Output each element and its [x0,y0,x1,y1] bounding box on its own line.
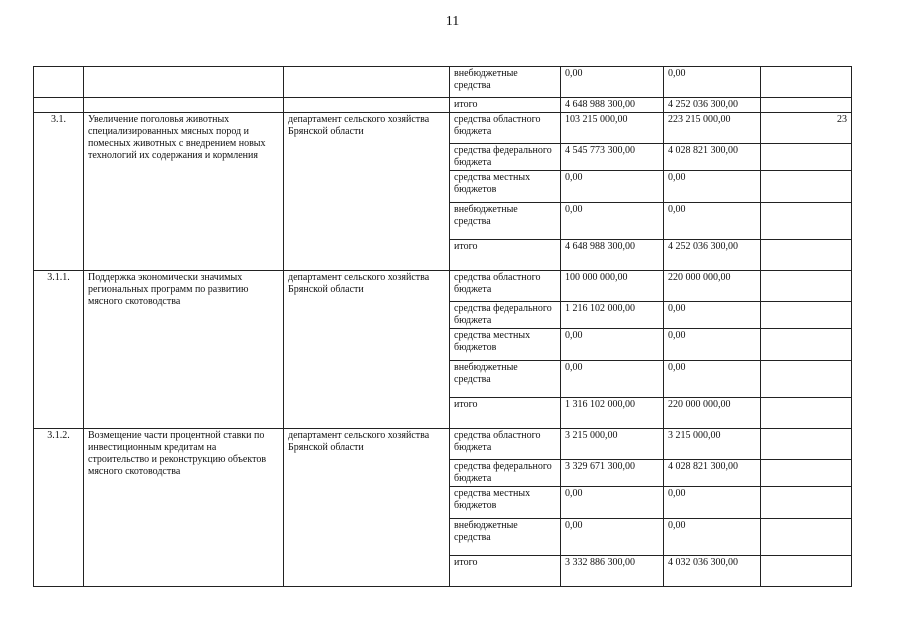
amount-1: 0,00 [561,171,664,203]
amount-2: 4 028 821 300,00 [664,144,761,171]
amount-1: 0,00 [561,329,664,361]
target-cell [761,98,852,113]
num-cell [34,98,84,113]
target-cell [761,67,852,98]
amount-1: 0,00 [561,203,664,240]
table-row [34,113,852,144]
target-value [761,487,852,519]
target-value [761,329,852,361]
amount-2: 4 032 036 300,00 [664,556,761,587]
target-value [761,398,852,429]
num-cell [34,67,84,98]
amount-2: 223 215 000,00 [664,113,761,144]
name-cell [84,98,284,113]
amount-1: 4 648 988 300,00 [561,240,664,271]
amount-1: 0,00 [561,67,664,98]
funding-source: внебюджетные средства [450,203,561,240]
target-value [761,144,852,171]
amount-1: 3 332 886 300,00 [561,556,664,587]
funding-source: итого [450,98,561,113]
target-value [761,460,852,487]
funding-source: средства федерального бюджета [450,302,561,329]
amount-1: 3 215 000,00 [561,429,664,460]
item-number: 3.1. [34,113,84,271]
amount-2: 3 215 000,00 [664,429,761,460]
table-row [34,67,852,98]
page-number: 11 [445,14,460,29]
funding-source: средства местных бюджетов [450,171,561,203]
item-number: 3.1.2. [34,429,84,587]
funding-source: внебюджетные средства [450,361,561,398]
amount-2: 0,00 [664,487,761,519]
funding-source: средства федерального бюджета [450,144,561,171]
funding-source: внебюджетные средства [450,67,561,98]
target-value [761,240,852,271]
executor: департамент сельского хозяйства Брянской области [284,429,450,587]
target-value [761,429,852,460]
table-row [34,429,852,460]
amount-1: 1 316 102 000,00 [561,398,664,429]
target-value: 23 [761,113,852,144]
funding-source: средства областного бюджета [450,429,561,460]
funding-source: средства областного бюджета [450,271,561,302]
funding-source: внебюджетные средства [450,519,561,556]
amount-2: 0,00 [664,361,761,398]
item-number: 3.1.1. [34,271,84,429]
executor-cell [284,67,450,98]
target-value [761,271,852,302]
table-row [34,98,852,113]
target-value [761,361,852,398]
amount-1: 4 648 988 300,00 [561,98,664,113]
funding-source: итого [450,240,561,271]
target-value [761,302,852,329]
funding-source: итого [450,556,561,587]
amount-2: 220 000 000,00 [664,398,761,429]
amount-2: 4 252 036 300,00 [664,240,761,271]
target-value [761,203,852,240]
amount-1: 3 329 671 300,00 [561,460,664,487]
amount-2: 220 000 000,00 [664,271,761,302]
amount-1: 103 215 000,00 [561,113,664,144]
amount-1: 0,00 [561,361,664,398]
funding-source: средства областного бюджета [450,113,561,144]
target-value [761,171,852,203]
funding-source: средства местных бюджетов [450,487,561,519]
funding-source: средства местных бюджетов [450,329,561,361]
amount-2: 0,00 [664,519,761,556]
amount-2: 0,00 [664,329,761,361]
program-table [33,66,852,587]
amount-2: 0,00 [664,171,761,203]
item-name: Возмещение части процентной ставки по инвестиционным кредитам на строительство и реконструкцию объектов мясного скотоводства [84,429,284,587]
amount-2: 4 252 036 300,00 [664,98,761,113]
executor-cell [284,98,450,113]
amount-2: 0,00 [664,203,761,240]
amount-2: 4 028 821 300,00 [664,460,761,487]
amount-1: 0,00 [561,519,664,556]
table-row [34,271,852,302]
amount-2: 0,00 [664,67,761,98]
funding-source: средства федерального бюджета [450,460,561,487]
amount-2: 0,00 [664,302,761,329]
target-value [761,519,852,556]
executor: департамент сельского хозяйства Брянской области [284,271,450,429]
item-name: Увеличение поголовья животных специализированных мясных пород и помесных животных с внедрением новых технологий их содержания и кормления [84,113,284,271]
amount-1: 1 216 102 000,00 [561,302,664,329]
amount-1: 100 000 000,00 [561,271,664,302]
amount-1: 4 545 773 300,00 [561,144,664,171]
name-cell [84,67,284,98]
executor: департамент сельского хозяйства Брянской области [284,113,450,271]
item-name: Поддержка экономически значимых региональных программ по развитию мясного скотоводства [84,271,284,429]
funding-source: итого [450,398,561,429]
amount-1: 0,00 [561,487,664,519]
target-value [761,556,852,587]
